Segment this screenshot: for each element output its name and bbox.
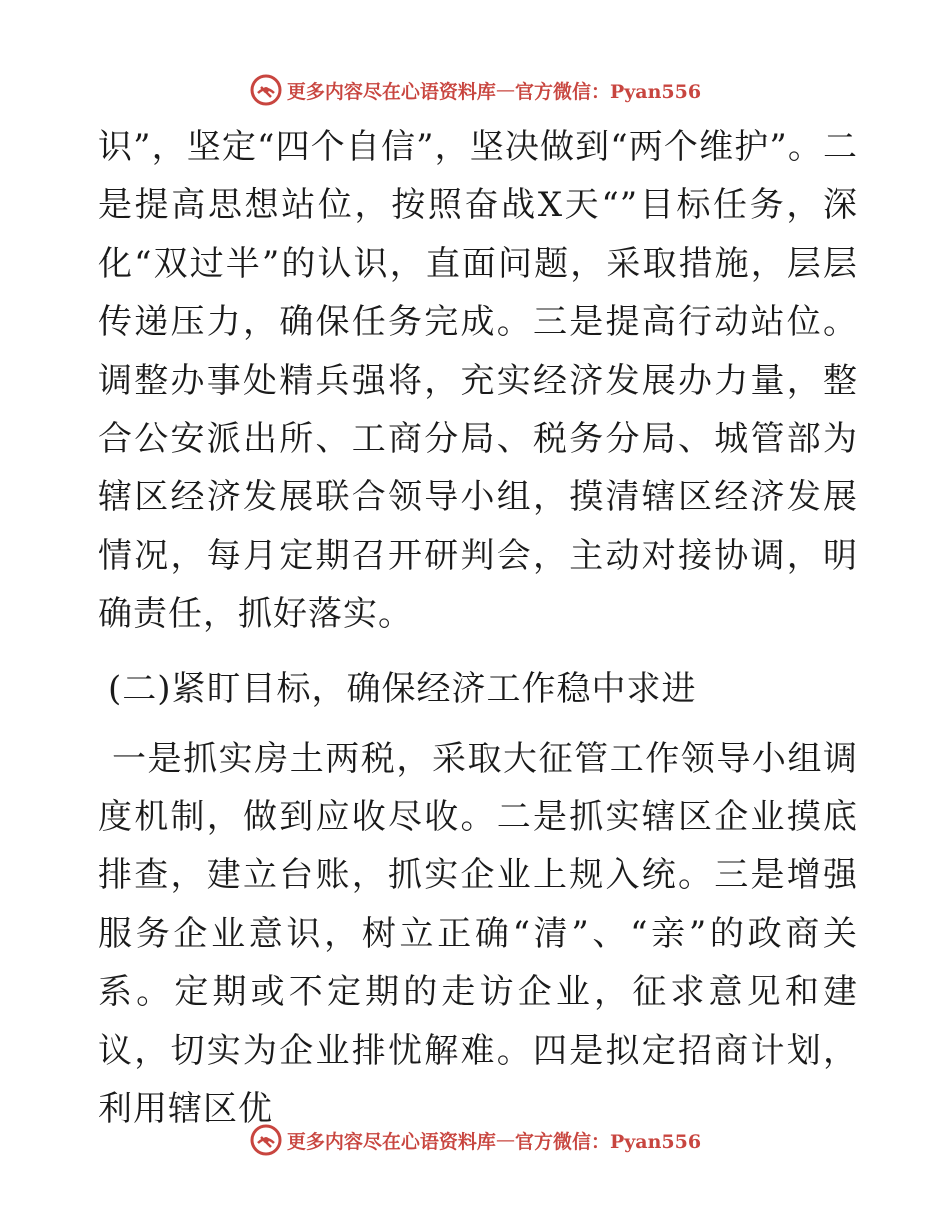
section-heading: (二)紧盯目标，确保经济工作稳中求进 [108,668,697,709]
paragraph-2: 一是抓实房土两税，采取大征管工作领导小组调度机制，做到应收尽收。二是抓实辖区企业摸底排查，建立台账，抓实企业上规入统。三是增强服务企业意识，树立正确“清”、“亲”的政商关系。定期或不定期的走访企业，征求意见和建议，切实为企业排忧解难。四是拟定招商计划，利用辖区优 [98,738,858,1130]
banner-text: 更多内容尽在心语资料库 [286,80,496,103]
document-body [98,118,858,1139]
banner-separator: — [495,79,515,101]
banner-text: 更多内容尽在心语资料库 [286,1130,496,1153]
header-banner [0,70,950,110]
paragraph-1: 识”，坚定“四个自信”，坚决做到“两个维护”。二是提高思想站位，按照奋战X天“”目标任务，深化“双过半”的认识，直面问题，采取措施，层层传递压力，确保任务完成。三是提高行动站位。调整办事处精兵强将，充实经济发展办力量，整合公安派出所、工商分局、税务分局、城管部为辖区经济发展联合领导小组，摸清辖区经济发展情况，每月定期召开研判会，主动对接协调，明确责任，抓好落实。 [98,127,858,635]
book-logo-icon [249,73,283,107]
banner-separator: — [495,1129,515,1151]
book-logo-icon [249,1123,283,1157]
footer-banner [0,1120,950,1160]
banner-wechat: 官方微信：Pyan556 [514,1130,702,1153]
banner-wechat: 官方微信：Pyan556 [514,80,702,103]
